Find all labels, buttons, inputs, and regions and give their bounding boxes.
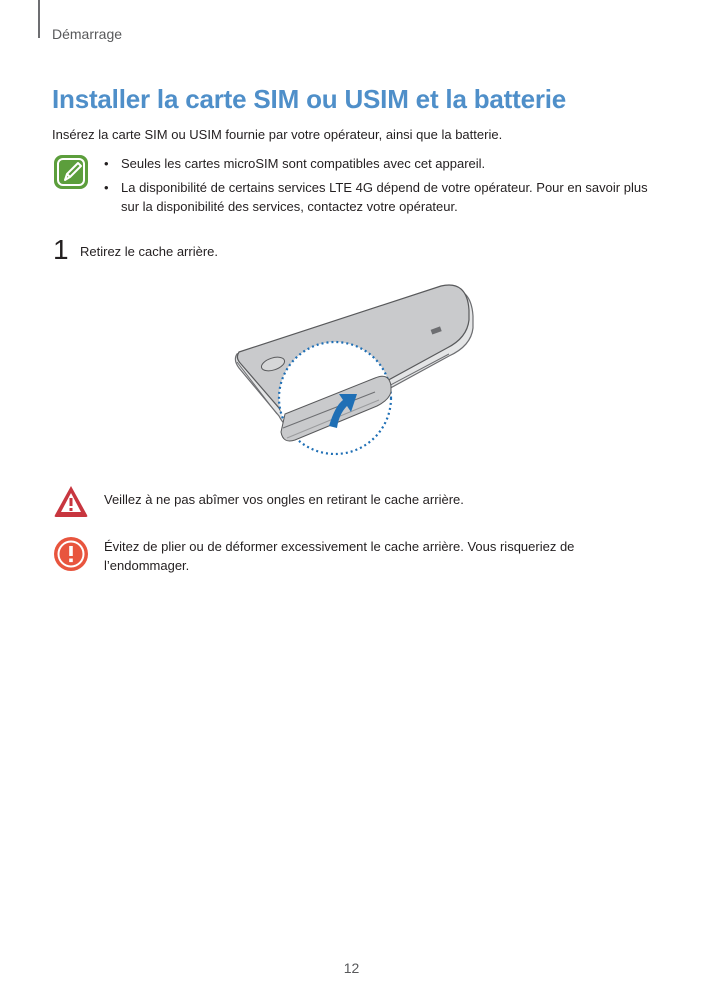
warning-triangle-icon [53, 484, 89, 518]
caution-text: Évitez de plier ou de déformer excessivement le cache arrière. Vous risqueriez de l’endommager. [104, 539, 575, 573]
phone-back-cover-illustration [225, 276, 485, 466]
warning-text: Veillez à ne pas abîmer vos ongles en retirant le cache arrière. [104, 492, 464, 507]
section-label: Démarrage [52, 26, 123, 42]
list-item [104, 154, 649, 173]
bullet-text: La disponibilité de certains services LTE 4G dépend de votre opérateur. Pour en savoir plus sur la disponibilité des services, contactez votre opérateur. [121, 180, 648, 214]
note-pencil-icon [53, 154, 89, 190]
bullet-dot: • [104, 156, 109, 171]
bullet-text: Seules les cartes microSIM sont compatibles avec cet appareil. [121, 156, 486, 171]
page-title: Installer la carte SIM ou USIM et la batterie [52, 84, 567, 114]
caution-exclamation-icon [53, 536, 89, 572]
page-number: 12 [343, 960, 360, 976]
list-item [104, 178, 649, 216]
bullet-dot: • [104, 180, 109, 195]
header-rule [38, 0, 40, 38]
step-text: Retirez le cache arrière. [80, 244, 218, 259]
intro-text: Insérez la carte SIM ou USIM fournie par votre opérateur, ainsi que la batterie. [52, 127, 503, 142]
step-number: 1 [53, 234, 69, 265]
note-bullet-list [104, 154, 649, 221]
